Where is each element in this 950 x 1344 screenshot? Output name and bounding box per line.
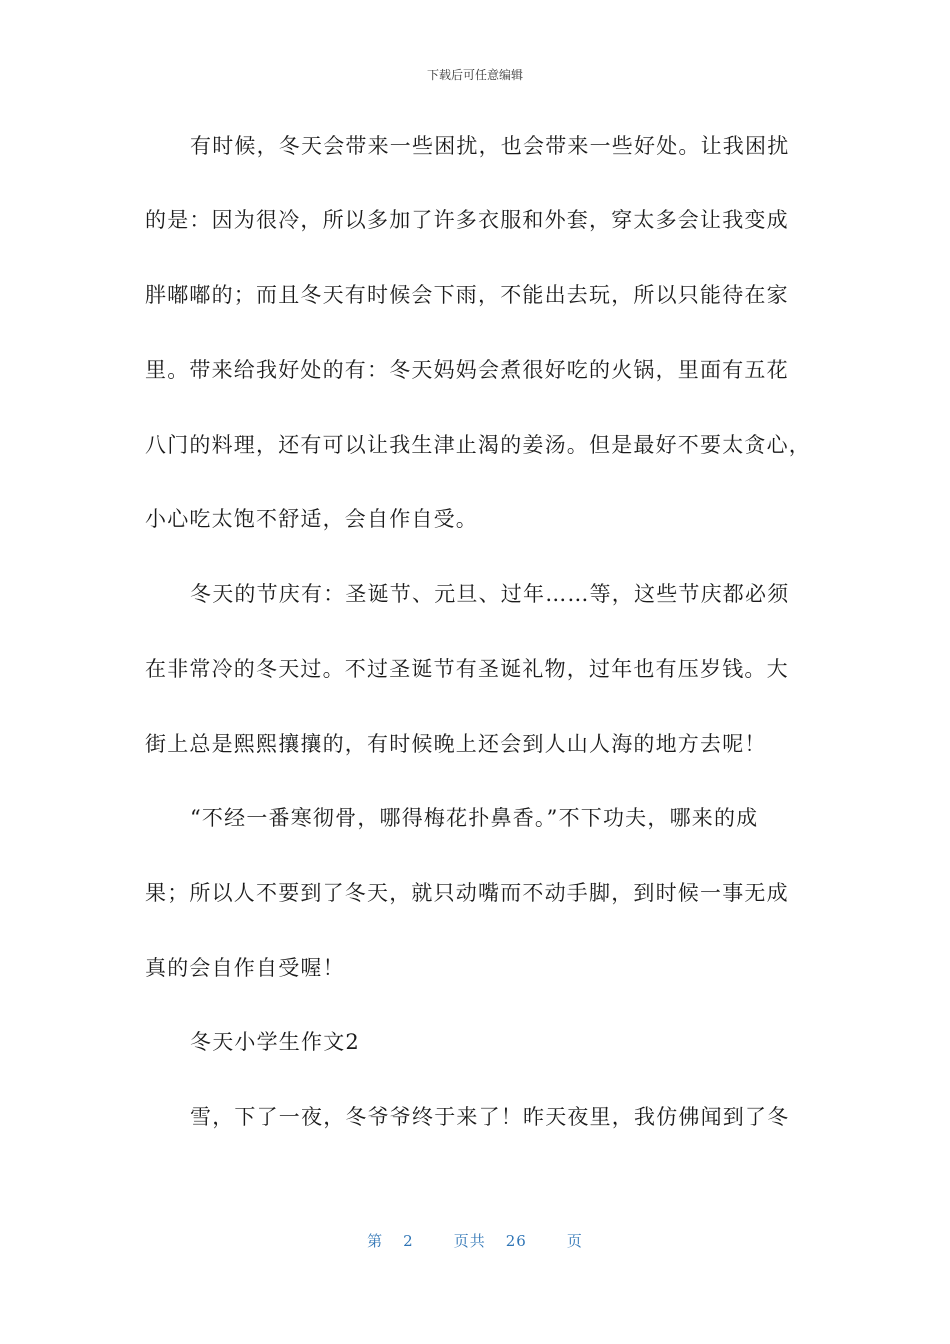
footer-suffix: 页 (566, 1232, 583, 1250)
footer-middle: 页共 (453, 1232, 486, 1250)
paragraph-line: 小心吃太饱不舒适，会自作自受。 (145, 507, 478, 531)
footer-prefix: 第 (367, 1232, 384, 1250)
paragraph-line: 街上总是熙熙攘攘的，有时候晚上还会到人山人海的地方去呢！ (145, 732, 767, 756)
paragraph-line: 里。带来给我好处的有：冬天妈妈会煮很好吃的火锅，里面有五花 (145, 358, 789, 382)
paragraph-line: 雪，下了一夜，冬爷爷终于来了！昨天夜里，我仿佛闻到了冬 (190, 1105, 790, 1129)
paragraph-line: 在非常冷的冬天过。不过圣诞节有圣诞礼物，过年也有压岁钱。大 (145, 657, 789, 681)
paragraph-line: 的是：因为很冷，所以多加了许多衣服和外套，穿太多会让我变成 (145, 208, 789, 232)
paragraph-line: 有时候，冬天会带来一些困扰，也会带来一些好处。让我困扰 (190, 134, 790, 158)
footer-total-pages: 26 (505, 1232, 527, 1250)
paragraph-line: 八门的料理，还有可以让我生津止渴的姜汤。但是最好不要太贪心， (145, 433, 811, 457)
paragraph-line: 冬天的节庆有：圣诞节、元旦、过年……等，这些节庆都必须 (190, 582, 790, 606)
page-footer (0, 1230, 950, 1251)
paragraph-line: 果；所以人不要到了冬天，就只动嘴而不动手脚，到时候一事无成 (145, 881, 789, 905)
paragraph-line: 胖嘟嘟的；而且冬天有时候会下雨，不能出去玩，所以只能待在家 (145, 283, 789, 307)
section-title: 冬天小学生作文2 (190, 1030, 360, 1054)
footer-page-number: 2 (403, 1232, 414, 1250)
page-header: 下载后可任意编辑 (426, 68, 523, 82)
paragraph-line: 真的会自作自受喔！ (145, 956, 345, 980)
paragraph-line: “不经一番寒彻骨，哪得梅花扑鼻香。”不下功夫，哪来的成 (190, 806, 759, 830)
